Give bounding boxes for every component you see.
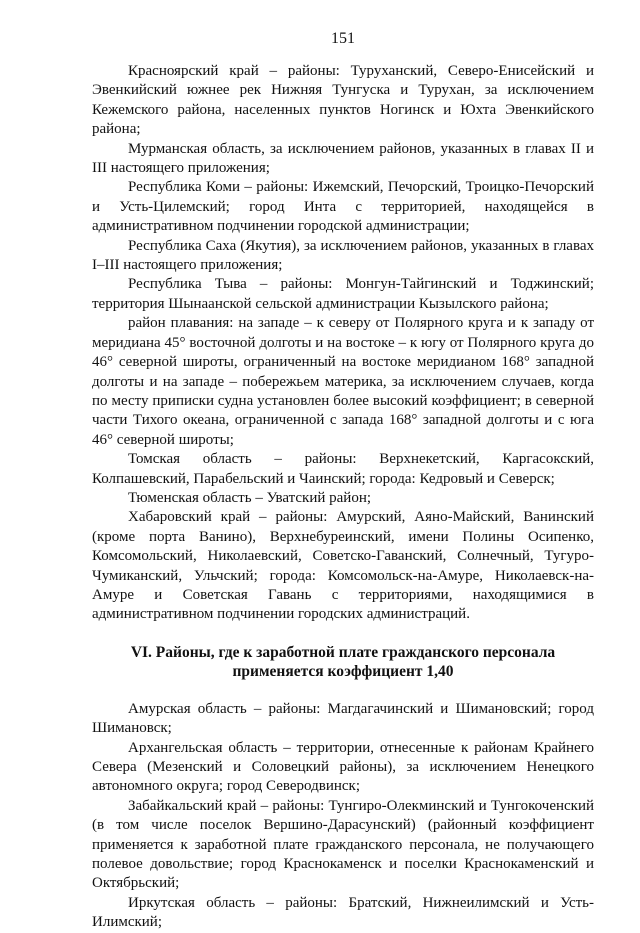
paragraph-tyva: Республика Тыва – районы: Монгун-Тайгинский и Тоджинский; территория Шынаанской сельской администрации Кызылского района; xyxy=(92,276,594,312)
paragraph-irkutsk: Иркутская область – районы: Братский, Нижнеилимский и Усть-Илимский; xyxy=(92,894,594,931)
paragraph-tomsk: Томская область – районы: Верхнекетский, Каргасокский, Колпашевский, Парабельский и Чаинский; города: Кедровый и Северск; xyxy=(92,451,594,487)
paragraph-tyumen: Тюменская область – Уватский район; xyxy=(128,489,372,506)
paragraph-krasnoyarsk: Красноярский край – районы: Туруханский, Северо-Енисейский и Эвенкийский южнее рек Нижняя Тунгуска и Турухан, за исключением Кежемского района, населенных пунктов Ногинск и Юхта Эвенкийского района; xyxy=(92,63,594,138)
page-number: 151 xyxy=(331,30,355,47)
paragraph-amur: Амурская область – районы: Магдагачинский и Шимановский; город Шимановск; xyxy=(92,700,594,737)
paragraph-komi: Республика Коми – районы: Ижемский, Печорский, Троицко-Печорский и Усть-Цилемский; город Инта с территорией, находящейся в административном подчинении городской администрации; xyxy=(92,179,594,235)
paragraph-arkhangelsk: Архангельская область – территории, отнесенные к районам Крайнего Севера (Мезенский и Соловецкий районы), за исключением Ненецкого автономного округа; город Северодвинск; xyxy=(92,739,594,795)
paragraph-zabaikalsky: Забайкальский край – районы: Тунгиро-Олекминский и Тунгокоченский (в том числе поселок Вершино-Дарасунский) (районный коэффициент применяется к заработной плате гражданского персонала, не получающего полевое довольствие; город Краснокаменск и поселки Краснокаменский и Октябрьский; xyxy=(92,797,594,892)
paragraph-khabarovsk: Хабаровский край – районы: Амурский, Аяно-Майский, Ванинский (кроме порта Ванино), Верхнебуреинский, имени Полины Осипенко, Комсомольский, Николаевский, Советско-Гаванский, Солнечный, Тугуро-Чумиканский, Ульчский; города: Комсомольск-на-Амуре, Николаевск-на-Амуре и Советская Гавань с территориями, находящимися в административном подчинении городских администраций. xyxy=(92,509,594,623)
paragraph-sakha: Республика Саха (Якутия), за исключением районов, указанных в главах I–III настоящего приложения; xyxy=(92,237,594,274)
paragraph-murmansk: Мурманская область, за исключением районов, указанных в главах II и III настоящего приложения; xyxy=(92,140,594,177)
paragraph-navigation-area: район плавания: на западе – к северу от Полярного круга и к западу от меридиана 45° восточной долготы и на востоке – к югу от Полярного круга до 46° северной широты, ограниченный на востоке меридианом 168° западной долготы и на западе – побережьем материка, за исключением случаев, когда по месту приписки судна установлен более высокий коэффициент; в северной части Тихого океана, ограниченной с запада 168° западной долготы и с юга 46° северной широты; xyxy=(92,315,594,448)
section-heading: VI. Районы, где к заработной плате гражданского персонала применяется коэффициент 1,40 xyxy=(130,643,556,681)
